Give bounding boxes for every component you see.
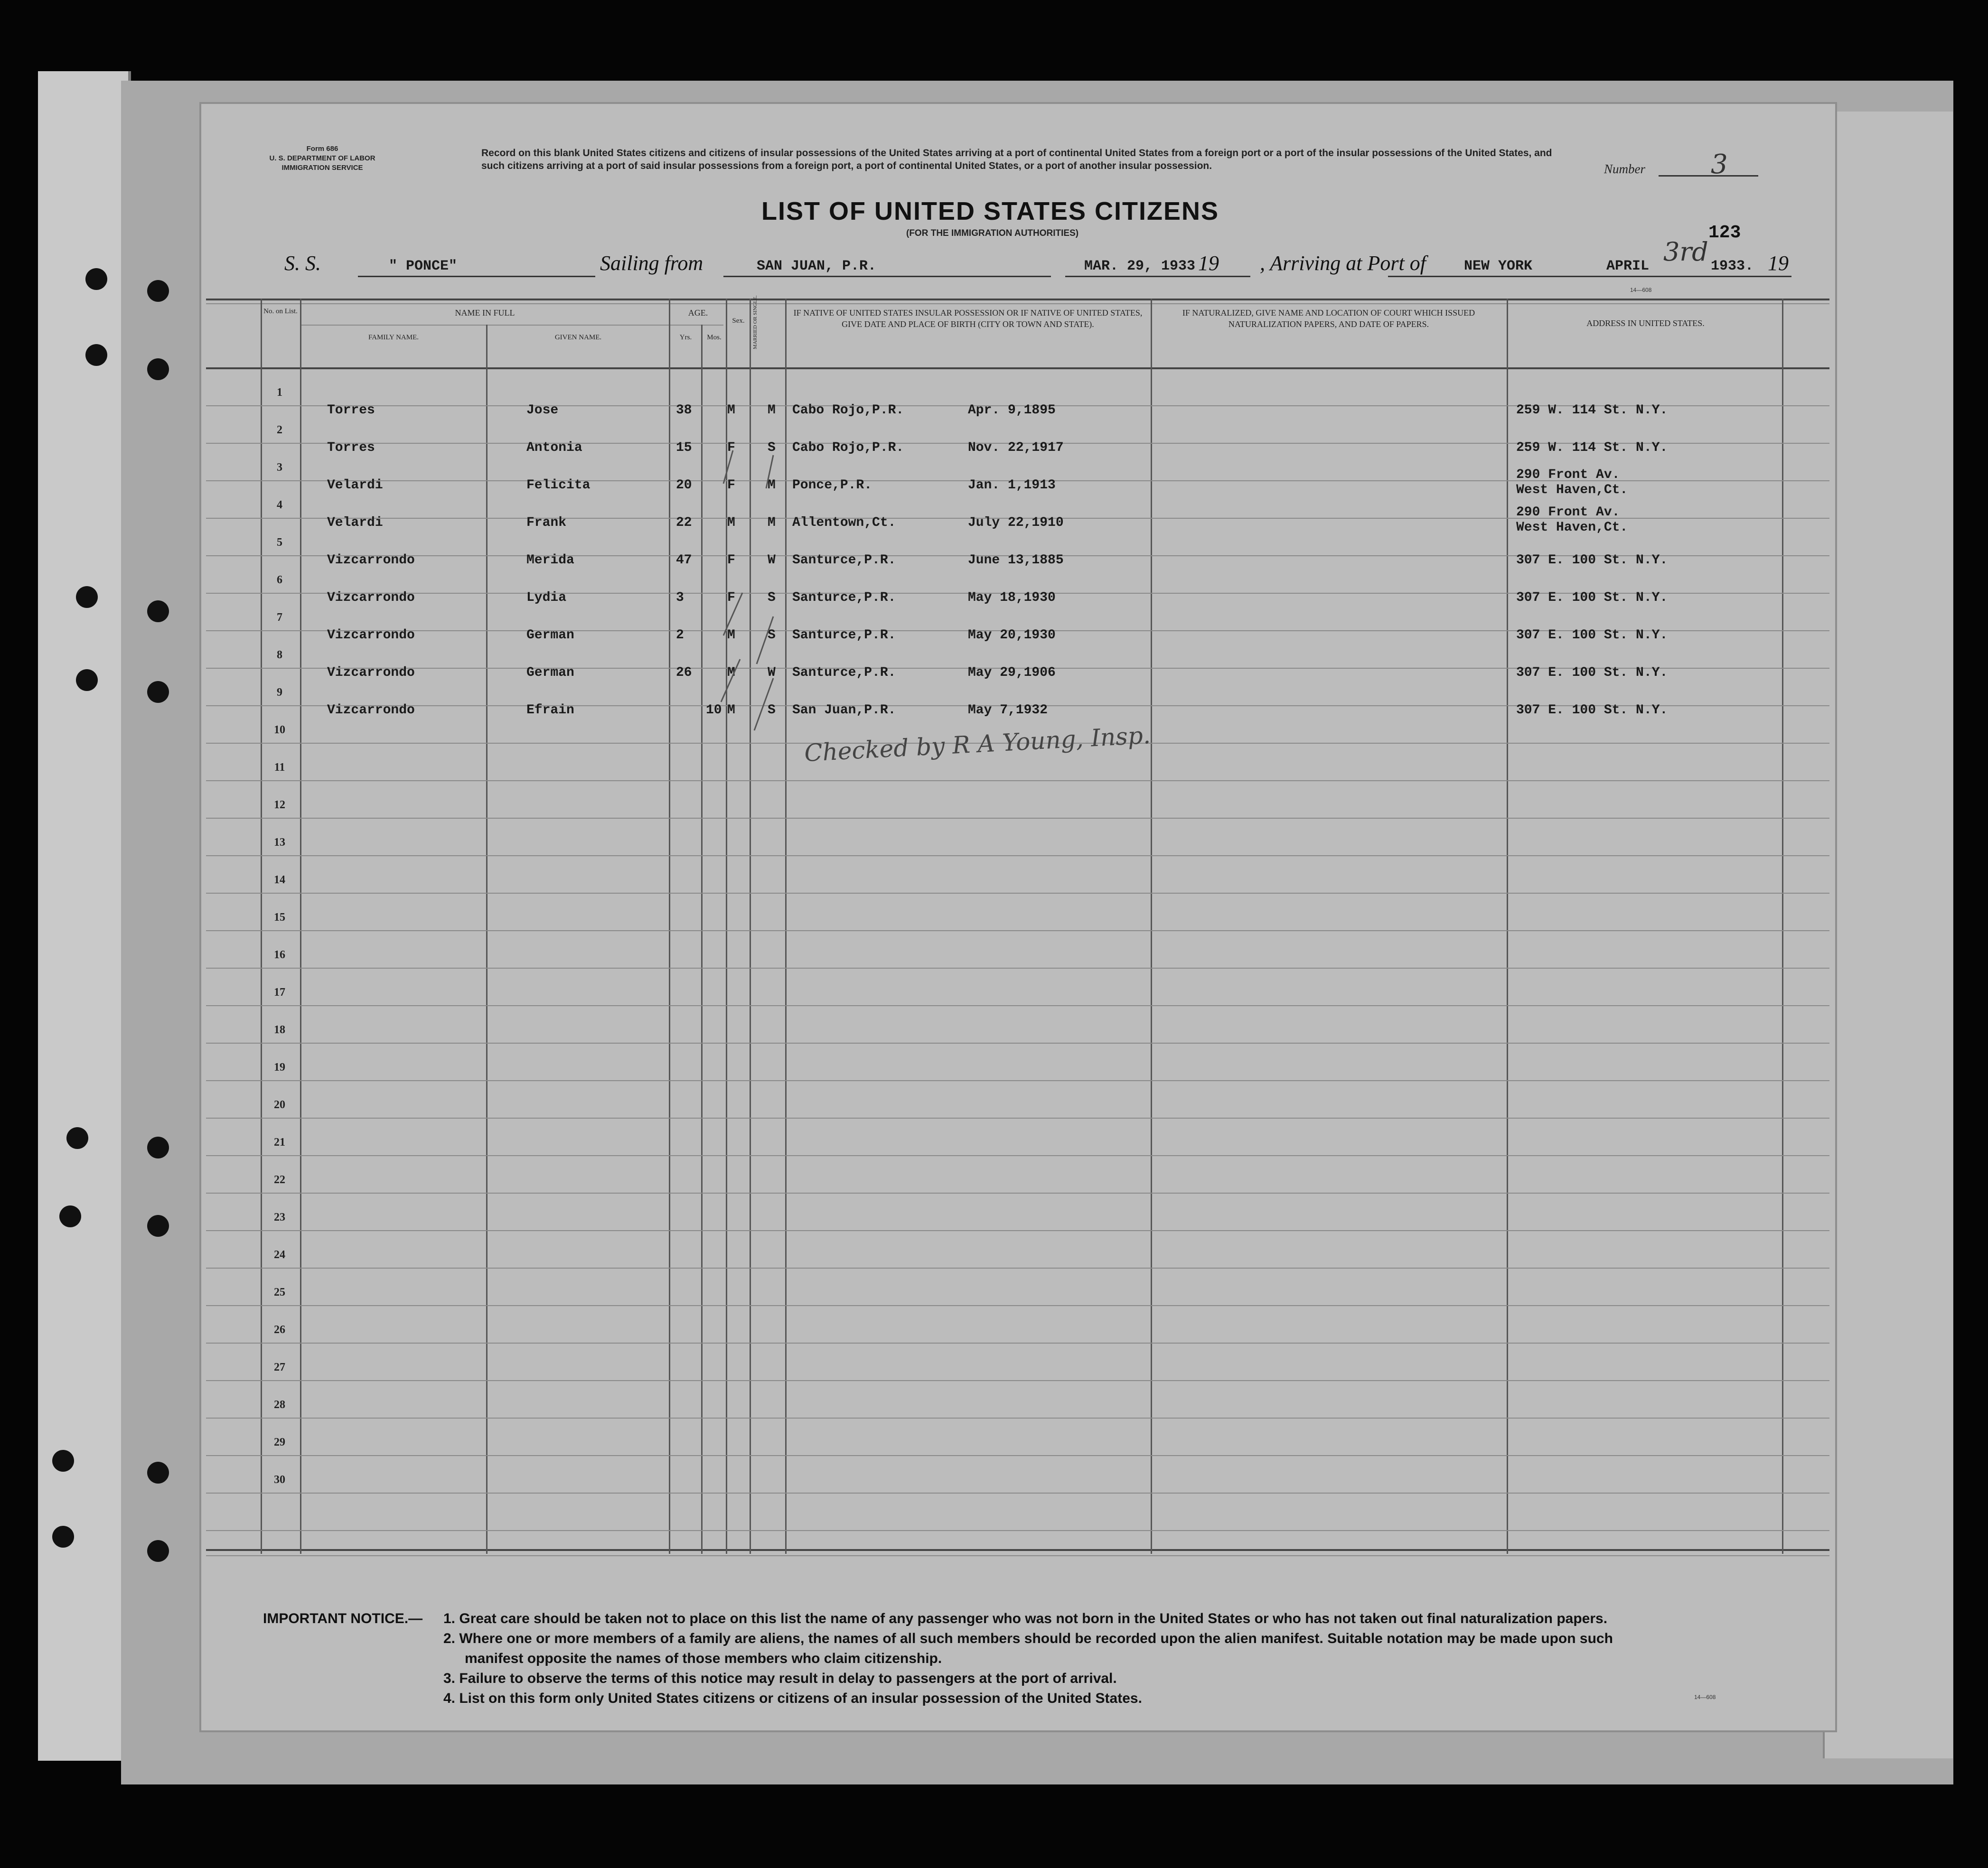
- record-instructions: Record on this blank United States citizens and citizens of insular possessions of the United States arriving at a port of continental United States from a foreign port or a port of the insular possessions of the United States, and such citizens arriving at a port of said insular possessions from a foreign port, a port of continental United States, or a port of another insular possession.: [481, 148, 1552, 171]
- given-name: German: [526, 628, 574, 643]
- punch-hole: [147, 1462, 169, 1484]
- row-rule: [206, 1380, 1829, 1381]
- header-birth-place: IF NATIVE OF UNITED STATES INSULAR POSSESSION OR IF NATIVE OF UNITED STATES, GIVE DATE AND PLACE OF BIRTH (CITY OR TOWN AND STATE).: [793, 308, 1143, 329]
- row-number: 3: [277, 461, 282, 474]
- row-number: 19: [274, 1061, 285, 1074]
- service-name: IMMIGRATION SERVICE: [281, 164, 363, 172]
- row-number: 22: [274, 1174, 285, 1186]
- birth-place: Ponce,P.R.: [792, 478, 872, 493]
- punch-hole: [147, 1540, 169, 1562]
- birth-place: San Juan,P.R.: [792, 703, 896, 718]
- age-years: 26: [676, 665, 692, 680]
- row-rule: [206, 1343, 1829, 1344]
- notice-item: 1. Great care should be taken not to place on this list the name of any passenger who was not born in the United States or who has not taken out final naturalization papers.: [443, 1611, 1608, 1626]
- inspector-note: Checked by R A Young, Insp.: [803, 721, 1152, 767]
- header-naturalization: IF NATURALIZED, GIVE NAME AND LOCATION OF COURT WHICH ISSUED NATURALIZATION PAPERS, AND DATE OF PAPERS.: [1182, 308, 1475, 329]
- row-rule: [206, 930, 1829, 931]
- family-name: Vizcarrondo: [327, 628, 415, 643]
- row-rule: [206, 1230, 1829, 1231]
- address-line-1: 307 E. 100 St. N.Y.: [1516, 703, 1668, 718]
- row-number: 11: [274, 761, 285, 774]
- row-rule: [206, 1155, 1829, 1156]
- address-line-1: 290 Front Av.: [1516, 467, 1620, 482]
- row-number: 27: [274, 1361, 285, 1373]
- col-rule: [701, 325, 703, 1554]
- row-rule: [206, 893, 1829, 894]
- arrival-month: APRIL: [1606, 258, 1650, 274]
- arriving-label: , Arriving at Port of: [1260, 252, 1426, 275]
- given-name: German: [526, 665, 574, 680]
- family-name: Torres: [327, 440, 375, 455]
- address-line-1: 290 Front Av.: [1516, 505, 1620, 520]
- row-number: 29: [274, 1436, 285, 1448]
- row-rule: [206, 1455, 1829, 1456]
- sailing-underline: [723, 276, 1051, 277]
- age-years: 38: [676, 403, 692, 418]
- row-number: 24: [274, 1249, 285, 1261]
- row-number: 17: [274, 986, 285, 999]
- page-number: 123: [1708, 223, 1741, 243]
- notice-item: manifest opposite the names of those members who claim citizenship.: [465, 1651, 942, 1666]
- sailing-date: MAR. 29, 1933: [1084, 258, 1196, 274]
- birth-place: Santurce,P.R.: [792, 665, 896, 680]
- row-rule: [206, 1493, 1829, 1494]
- row-rule: [206, 1043, 1829, 1044]
- manifest-sheet: [199, 102, 1837, 1732]
- marital-status: W: [768, 553, 776, 568]
- header-age-years: Yrs.: [679, 334, 692, 341]
- sex: F: [727, 590, 735, 605]
- address-line-1: 307 E. 100 St. N.Y.: [1516, 590, 1668, 605]
- birth-date: Apr. 9,1895: [968, 403, 1056, 418]
- birth-date: May 20,1930: [968, 628, 1056, 643]
- address-line-2: West Haven,Ct.: [1516, 520, 1628, 535]
- table-top-border-inner: [206, 303, 1829, 304]
- sex: F: [727, 440, 735, 455]
- row-number: 20: [274, 1099, 285, 1111]
- notice-label: IMPORTANT NOTICE.—: [263, 1611, 423, 1626]
- table-top-border: [206, 299, 1829, 300]
- row-rule: [206, 1268, 1829, 1269]
- given-name: Jose: [526, 403, 559, 418]
- sailing-label: Sailing from: [600, 252, 703, 275]
- number-label: Number: [1604, 162, 1645, 176]
- birth-place: Allentown,Ct.: [792, 515, 896, 530]
- row-rule: [206, 1305, 1829, 1306]
- address-line-1: 307 E. 100 St. N.Y.: [1516, 665, 1668, 680]
- age-years: 20: [676, 478, 692, 493]
- notice-item: 3. Failure to observe the terms of this notice may result in delay to passengers at the port of arrival.: [443, 1671, 1117, 1686]
- header-age-months: Mos.: [707, 334, 722, 341]
- number-underline: [1659, 175, 1758, 177]
- header-family-name: FAMILY NAME.: [368, 334, 419, 341]
- header-age: AGE.: [688, 308, 708, 318]
- col-rule: [261, 299, 262, 1554]
- age-years: 3: [676, 590, 684, 605]
- col-rule: [486, 325, 488, 1554]
- row-number: 18: [274, 1024, 285, 1036]
- given-name: Antonia: [526, 440, 582, 455]
- sex: M: [727, 403, 735, 418]
- row-number: 9: [277, 686, 282, 699]
- form-number: Form 686: [306, 145, 338, 153]
- form-code-top: 14—608: [1630, 287, 1652, 293]
- family-name: Torres: [327, 403, 375, 418]
- birth-date: Nov. 22,1917: [968, 440, 1064, 455]
- sex: F: [727, 553, 735, 568]
- row-rule: [206, 1118, 1829, 1119]
- row-rule: [206, 1005, 1829, 1006]
- row-number: 8: [277, 649, 282, 661]
- row-rule: [206, 1530, 1829, 1531]
- ss-label: S. S.: [284, 252, 321, 275]
- arrival-day: 3rd: [1663, 237, 1708, 267]
- notice-item: 4. List on this form only United States citizens or citizens of an insular possession of the United States.: [443, 1691, 1142, 1706]
- row-number: 16: [274, 949, 285, 961]
- table-bottom-border-inner: [206, 1555, 1829, 1556]
- birth-place: Santurce,P.R.: [792, 590, 896, 605]
- family-name: Vizcarrondo: [327, 553, 415, 568]
- row-number: 25: [274, 1286, 285, 1298]
- given-name: Merida: [526, 553, 574, 568]
- age-years: 47: [676, 553, 692, 568]
- birth-place: Santurce,P.R.: [792, 628, 896, 643]
- ship-name: " PONCE": [389, 258, 458, 274]
- row-number: 2: [277, 424, 282, 436]
- header-bottom-border: [206, 367, 1829, 369]
- birth-date: Jan. 1,1913: [968, 478, 1056, 493]
- row-number: 12: [274, 799, 285, 811]
- birth-place: Cabo Rojo,P.R.: [792, 440, 904, 455]
- row-number: 5: [277, 536, 282, 549]
- family-name: Vizcarrondo: [327, 665, 415, 680]
- age-years: 2: [676, 628, 684, 643]
- address-line-1: 307 E. 100 St. N.Y.: [1516, 628, 1668, 643]
- birth-place: Cabo Rojo,P.R.: [792, 403, 904, 418]
- birth-place: Santurce,P.R.: [792, 553, 896, 568]
- row-number: 28: [274, 1399, 285, 1411]
- date-underline: [1065, 276, 1250, 277]
- notice-item: 2. Where one or more members of a family are aliens, the names of all such members should be recorded upon the alien manifest. Suitable notation may be made upon such: [443, 1631, 1613, 1646]
- punch-hole: [147, 1137, 169, 1158]
- ship-underline: [358, 276, 595, 277]
- punch-hole: [76, 586, 98, 608]
- row-number: 13: [274, 836, 285, 849]
- col-rule: [300, 299, 301, 1554]
- family-name: Velardi: [327, 515, 383, 530]
- row-rule: [206, 1193, 1829, 1194]
- col-rule: [669, 299, 670, 1554]
- marital-status: M: [768, 478, 776, 493]
- row-number: 1: [277, 386, 282, 399]
- punch-hole: [66, 1127, 88, 1149]
- punch-hole: [147, 280, 169, 302]
- age-months: 10: [706, 703, 722, 718]
- sex: M: [727, 665, 735, 680]
- punch-hole: [52, 1450, 74, 1472]
- number-value: 3: [1711, 149, 1728, 180]
- sailing-port: SAN JUAN, P.R.: [757, 258, 877, 274]
- arrival-port: NEW YORK: [1464, 258, 1533, 274]
- marital-status: M: [768, 403, 776, 418]
- department-name: U. S. DEPARTMENT OF LABOR: [269, 154, 375, 162]
- row-number: 23: [274, 1211, 285, 1224]
- address-line-2: West Haven,Ct.: [1516, 483, 1628, 497]
- binder-strip: [38, 71, 131, 1761]
- header-married-single: MARRIED OR SINGLE.: [752, 295, 758, 349]
- family-name: Vizcarrondo: [327, 703, 415, 718]
- sex: M: [727, 703, 735, 718]
- punch-hole: [76, 669, 98, 691]
- row-rule: [206, 1418, 1829, 1419]
- right-sheet-edge: [1823, 112, 1953, 1758]
- family-name: Velardi: [327, 478, 383, 493]
- arrival-underline: [1388, 276, 1791, 277]
- row-rule: [206, 855, 1829, 856]
- header-sex: Sex.: [732, 317, 745, 325]
- col-rule: [1782, 299, 1783, 1554]
- sex: M: [727, 628, 735, 643]
- marital-status: S: [768, 590, 776, 605]
- marital-status: S: [768, 440, 776, 455]
- punch-hole: [85, 344, 107, 366]
- address-line-1: 259 W. 114 St. N.Y.: [1516, 403, 1668, 418]
- row-number: 30: [274, 1474, 285, 1486]
- age-years: 15: [676, 440, 692, 455]
- given-name: Efrain: [526, 703, 574, 718]
- row-rule: [206, 818, 1829, 819]
- page-title: LIST OF UNITED STATES CITIZENS: [761, 197, 1219, 225]
- birth-date: May 7,1932: [968, 703, 1048, 718]
- punch-hole: [59, 1205, 81, 1227]
- punch-hole: [147, 1215, 169, 1237]
- sailing-year-prefix: 19: [1198, 252, 1219, 275]
- col-rule: [1151, 299, 1152, 1554]
- row-number: 4: [277, 499, 282, 511]
- marital-status: W: [768, 665, 776, 680]
- row-number: 14: [274, 874, 285, 886]
- punch-hole: [85, 268, 107, 290]
- given-name: Felicita: [526, 478, 591, 493]
- col-rule: [1507, 299, 1508, 1554]
- punch-hole: [147, 358, 169, 380]
- row-number: 7: [277, 611, 282, 624]
- row-rule: [206, 968, 1829, 969]
- sex: M: [727, 515, 735, 530]
- address-line-1: 259 W. 114 St. N.Y.: [1516, 440, 1668, 455]
- marital-status: M: [768, 515, 776, 530]
- birth-date: June 13,1885: [968, 553, 1064, 568]
- given-name: Frank: [526, 515, 567, 530]
- birth-date: May 29,1906: [968, 665, 1056, 680]
- name-age-subheader-rule: [301, 325, 723, 326]
- row-rule: [206, 780, 1829, 781]
- arrival-year: 1933.: [1711, 258, 1754, 274]
- address-line-1: 307 E. 100 St. N.Y.: [1516, 553, 1668, 568]
- given-name: Lydia: [526, 590, 567, 605]
- punch-hole: [147, 681, 169, 703]
- header-no-on-list: No. on List.: [263, 308, 298, 315]
- row-number: 21: [274, 1136, 285, 1149]
- birth-date: July 22,1910: [968, 515, 1064, 530]
- page-subtitle: (FOR THE IMMIGRATION AUTHORITIES): [906, 228, 1079, 238]
- form-code-bottom: 14—608: [1694, 1694, 1716, 1700]
- sex: F: [727, 478, 735, 493]
- pencil-check-marks: [714, 370, 780, 797]
- row-number: 26: [274, 1324, 285, 1336]
- header-address: ADDRESS IN UNITED STATES.: [1586, 318, 1705, 328]
- row-rule: [206, 1080, 1829, 1081]
- row-number: 15: [274, 911, 285, 924]
- marital-status: S: [768, 703, 776, 718]
- form-identifier: [268, 144, 377, 173]
- row-number: 6: [277, 574, 282, 586]
- punch-hole: [147, 600, 169, 622]
- header-name-in-full: NAME IN FULL: [455, 308, 515, 318]
- col-rule: [785, 299, 787, 1554]
- table-bottom-border: [206, 1549, 1829, 1551]
- header-given-name: GIVEN NAME.: [554, 334, 602, 341]
- row-number: 10: [274, 724, 285, 736]
- age-years: 22: [676, 515, 692, 530]
- family-name: Vizcarrondo: [327, 590, 415, 605]
- birth-date: May 18,1930: [968, 590, 1056, 605]
- marital-status: S: [768, 628, 776, 643]
- punch-hole: [52, 1526, 74, 1548]
- arrival-year-prefix: 19: [1768, 252, 1789, 275]
